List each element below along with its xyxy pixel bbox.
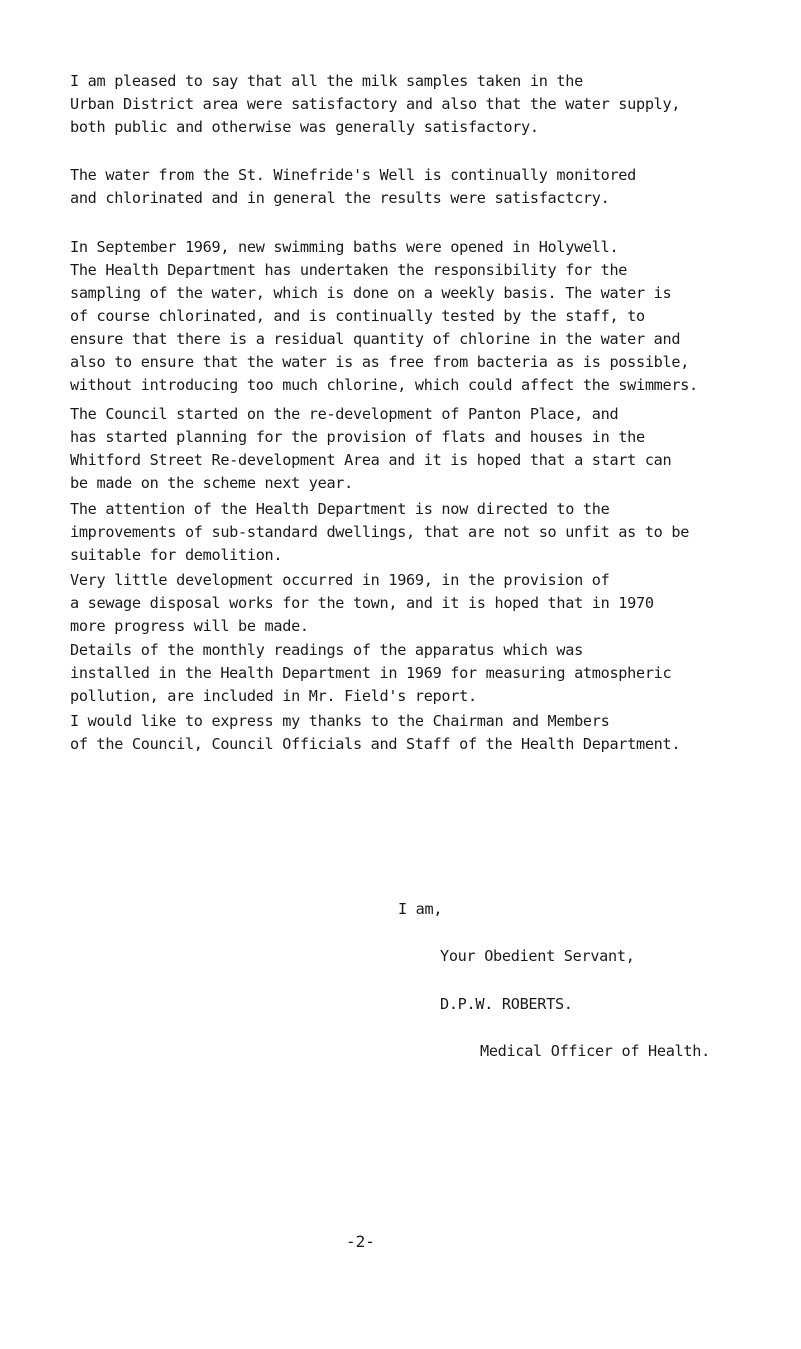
- closing-salutation: I am,: [398, 900, 443, 918]
- paragraph-redevelopment: The Council started on the re-development of Panton Place, and has started planning for the provision of flats and houses in the Whitford Street Re-development Area and it is hoped that a start can be made on the scheme next year.: [70, 405, 672, 492]
- paragraph-sewage-disposal: Very little development occurred in 1969, in the provision of a sewage disposal works for the town, and it is hoped that in 1970 more progress will be made.: [70, 571, 654, 635]
- closing-valediction: Your Obedient Servant,: [440, 947, 635, 965]
- page-number: -2-: [346, 1232, 375, 1251]
- paragraph-milk-water-samples: I am pleased to say that all the milk samples taken in the Urban District area were satisfactory and also that the water supply, both public and otherwise was generally satisfactory.: [70, 72, 681, 136]
- signatory-name: D.P.W. ROBERTS.: [440, 995, 573, 1013]
- signatory-position: Medical Officer of Health.: [480, 1042, 710, 1060]
- paragraph-substandard-dwellings: The attention of the Health Department is now directed to the improvements of sub-standard dwellings, that are not so unfit as to be suitable for demolition.: [70, 500, 690, 564]
- paragraph-atmospheric-pollution: Details of the monthly readings of the apparatus which was installed in the Health Department in 1969 for measuring atmospheric pollution, are included in Mr. Field's report.: [70, 641, 672, 705]
- paragraph-st-winefrides-well: The water from the St. Winefride's Well is continually monitored and chlorinated and in general the results were satisfactcry.: [70, 166, 636, 207]
- paragraph-swimming-baths: In September 1969, new swimming baths were opened in Holywell. The Health Department has undertaken the responsibility for the sampling of the water, which is done on a weekly basis. The water is of course chlorinated, and is continually tested by the staff, to ensure that there is a residual quantity of chlorine in the water and also to ensure that the water is as free from bacteria as is possible, without introducing too much chlorine, which could affect the swimmers.: [70, 238, 698, 394]
- paragraph-thanks: I would like to express my thanks to the Chairman and Members of the Council, Council Officials and Staff of the Health Department.: [70, 712, 681, 753]
